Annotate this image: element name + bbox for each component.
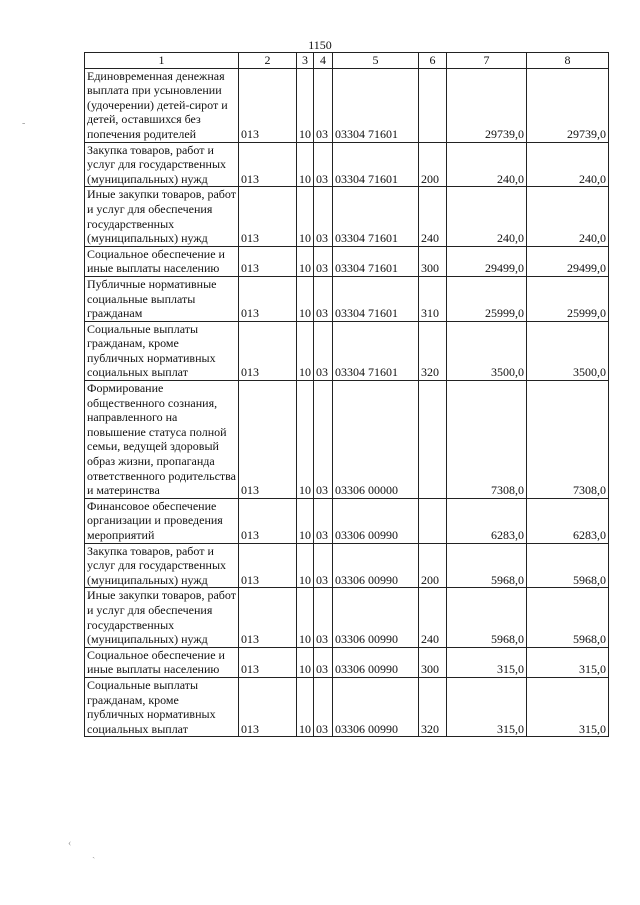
row-name: Публичные нормативные социальные выплаты гражданам bbox=[85, 276, 239, 321]
col-header: 1 bbox=[85, 53, 239, 69]
row-section: 10 bbox=[297, 276, 314, 321]
row-target-article: 03304 71601 bbox=[333, 321, 419, 380]
row-name: Социальные выплаты гражданам, кроме публичных нормативных социальных выплат bbox=[85, 677, 239, 736]
row-subsection: 03 bbox=[314, 588, 333, 647]
page-number: 1150 bbox=[308, 38, 332, 52]
col-header: 3 bbox=[297, 53, 314, 69]
row-ved: 013 bbox=[239, 142, 297, 187]
row-amount-1: 25999,0 bbox=[447, 276, 527, 321]
row-amount-2: 3500,0 bbox=[527, 321, 609, 380]
row-expense-type: 320 bbox=[419, 321, 447, 380]
row-ved: 013 bbox=[239, 543, 297, 588]
row-ved: 013 bbox=[239, 276, 297, 321]
row-name: Социальное обеспечение и иные выплаты населению bbox=[85, 647, 239, 677]
row-expense-type: 240 bbox=[419, 187, 447, 246]
row-amount-1: 5968,0 bbox=[447, 588, 527, 647]
row-amount-1: 240,0 bbox=[447, 187, 527, 246]
row-target-article: 03304 71601 bbox=[333, 276, 419, 321]
row-target-article: 03304 71601 bbox=[333, 187, 419, 246]
row-amount-1: 240,0 bbox=[447, 142, 527, 187]
row-amount-2: 25999,0 bbox=[527, 276, 609, 321]
table-row bbox=[85, 381, 609, 499]
table-row bbox=[85, 647, 609, 677]
row-expense-type: 320 bbox=[419, 677, 447, 736]
row-name: Финансовое обеспечение организации и проведения мероприятий bbox=[85, 498, 239, 543]
row-name: Закупка товаров, работ и услуг для государственных (муниципальных) нужд bbox=[85, 142, 239, 187]
row-amount-1: 29499,0 bbox=[447, 246, 527, 276]
table-row bbox=[85, 543, 609, 588]
row-section: 10 bbox=[297, 677, 314, 736]
col-header: 7 bbox=[447, 53, 527, 69]
row-subsection: 03 bbox=[314, 647, 333, 677]
row-target-article: 03306 00000 bbox=[333, 381, 419, 499]
table-row bbox=[85, 677, 609, 736]
row-amount-1: 7308,0 bbox=[447, 381, 527, 499]
row-subsection: 03 bbox=[314, 68, 333, 142]
row-amount-1: 315,0 bbox=[447, 647, 527, 677]
scan-mark: - bbox=[22, 118, 26, 129]
header-row bbox=[85, 53, 609, 69]
row-subsection: 03 bbox=[314, 187, 333, 246]
col-header: 6 bbox=[419, 53, 447, 69]
row-target-article: 03306 00990 bbox=[333, 498, 419, 543]
row-amount-2: 315,0 bbox=[527, 647, 609, 677]
row-subsection: 03 bbox=[314, 276, 333, 321]
scan-mark: ‹ bbox=[68, 838, 72, 849]
table-row bbox=[85, 588, 609, 647]
row-amount-1: 5968,0 bbox=[447, 543, 527, 588]
row-section: 10 bbox=[297, 647, 314, 677]
row-ved: 013 bbox=[239, 246, 297, 276]
row-target-article: 03304 71601 bbox=[333, 246, 419, 276]
row-amount-2: 29739,0 bbox=[527, 68, 609, 142]
row-amount-1: 6283,0 bbox=[447, 498, 527, 543]
row-section: 10 bbox=[297, 543, 314, 588]
row-ved: 013 bbox=[239, 677, 297, 736]
table-row bbox=[85, 142, 609, 187]
row-expense-type: 310 bbox=[419, 276, 447, 321]
row-amount-2: 5968,0 bbox=[527, 543, 609, 588]
row-ved: 013 bbox=[239, 647, 297, 677]
row-amount-1: 315,0 bbox=[447, 677, 527, 736]
row-amount-2: 7308,0 bbox=[527, 381, 609, 499]
row-name: Иные закупки товаров, работ и услуг для обеспечения государственных (муниципальных) нужд bbox=[85, 187, 239, 246]
row-target-article: 03306 00990 bbox=[333, 543, 419, 588]
row-subsection: 03 bbox=[314, 321, 333, 380]
col-header: 2 bbox=[239, 53, 297, 69]
row-subsection: 03 bbox=[314, 381, 333, 499]
row-name: Формирование общественного сознания, направленного на повышение статуса полной семьи, ведущей здоровый образ жизни, пропаганда ответственного родительства и материнства bbox=[85, 381, 239, 499]
row-expense-type bbox=[419, 68, 447, 142]
row-target-article: 03304 71601 bbox=[333, 142, 419, 187]
row-expense-type: 300 bbox=[419, 647, 447, 677]
col-header: 4 bbox=[314, 53, 333, 69]
scan-mark: ˎ bbox=[92, 848, 96, 859]
row-subsection: 03 bbox=[314, 677, 333, 736]
table-row bbox=[85, 68, 609, 142]
row-expense-type: 240 bbox=[419, 588, 447, 647]
row-subsection: 03 bbox=[314, 142, 333, 187]
row-expense-type: 200 bbox=[419, 142, 447, 187]
row-amount-2: 240,0 bbox=[527, 142, 609, 187]
col-header: 8 bbox=[527, 53, 609, 69]
col-header: 5 bbox=[333, 53, 419, 69]
table-row bbox=[85, 187, 609, 246]
row-subsection: 03 bbox=[314, 246, 333, 276]
row-name: Закупка товаров, работ и услуг для государственных (муниципальных) нужд bbox=[85, 543, 239, 588]
row-name: Социальные выплаты гражданам, кроме публичных нормативных социальных выплат bbox=[85, 321, 239, 380]
row-name: Иные закупки товаров, работ и услуг для обеспечения государственных (муниципальных) нужд bbox=[85, 588, 239, 647]
row-expense-type bbox=[419, 498, 447, 543]
row-subsection: 03 bbox=[314, 498, 333, 543]
row-ved: 013 bbox=[239, 68, 297, 142]
row-expense-type bbox=[419, 381, 447, 499]
row-section: 10 bbox=[297, 68, 314, 142]
row-subsection: 03 bbox=[314, 543, 333, 588]
row-section: 10 bbox=[297, 588, 314, 647]
row-ved: 013 bbox=[239, 381, 297, 499]
row-amount-2: 240,0 bbox=[527, 187, 609, 246]
row-name: Социальное обеспечение и иные выплаты населению bbox=[85, 246, 239, 276]
row-section: 10 bbox=[297, 246, 314, 276]
budget-table bbox=[84, 52, 609, 737]
row-section: 10 bbox=[297, 142, 314, 187]
row-name: Единовременная денежная выплата при усыновлении (удочерении) детей-сирот и детей, оставшихся без попечения родителей bbox=[85, 68, 239, 142]
row-section: 10 bbox=[297, 321, 314, 380]
row-ved: 013 bbox=[239, 588, 297, 647]
row-amount-2: 6283,0 bbox=[527, 498, 609, 543]
table-row bbox=[85, 321, 609, 380]
row-ved: 013 bbox=[239, 187, 297, 246]
row-target-article: 03306 00990 bbox=[333, 647, 419, 677]
row-section: 10 bbox=[297, 187, 314, 246]
row-section: 10 bbox=[297, 381, 314, 499]
row-target-article: 03306 00990 bbox=[333, 677, 419, 736]
row-target-article: 03306 00990 bbox=[333, 588, 419, 647]
row-amount-2: 315,0 bbox=[527, 677, 609, 736]
row-section: 10 bbox=[297, 498, 314, 543]
row-ved: 013 bbox=[239, 498, 297, 543]
row-amount-2: 29499,0 bbox=[527, 246, 609, 276]
row-expense-type: 300 bbox=[419, 246, 447, 276]
row-target-article: 03304 71601 bbox=[333, 68, 419, 142]
table-row bbox=[85, 498, 609, 543]
row-amount-1: 3500,0 bbox=[447, 321, 527, 380]
table-row bbox=[85, 276, 609, 321]
row-ved: 013 bbox=[239, 321, 297, 380]
row-expense-type: 200 bbox=[419, 543, 447, 588]
row-amount-1: 29739,0 bbox=[447, 68, 527, 142]
row-amount-2: 5968,0 bbox=[527, 588, 609, 647]
table-row bbox=[85, 246, 609, 276]
